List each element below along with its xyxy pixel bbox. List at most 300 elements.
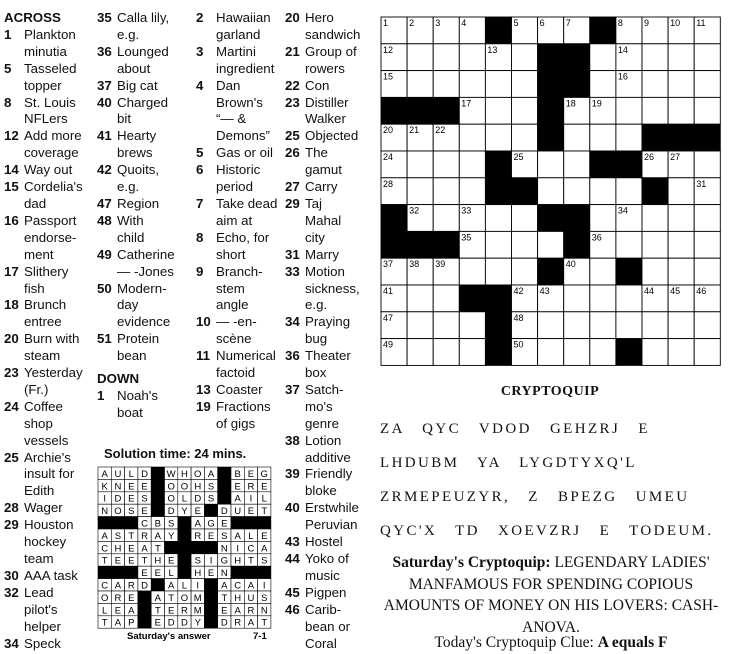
grid-block	[485, 151, 511, 178]
clue-text: bit	[117, 111, 132, 127]
grid-number: 35	[461, 232, 472, 243]
answer-block	[165, 541, 178, 553]
grid-number: 16	[617, 71, 628, 82]
clue-number: 23	[4, 365, 19, 381]
grid-number: 5	[513, 18, 519, 28]
grid-cell[interactable]	[642, 44, 668, 71]
clue-text: Con	[305, 77, 330, 93]
clue-text: — -en-	[216, 314, 257, 330]
answer-letter: E	[221, 605, 228, 617]
clue-text: fish	[24, 280, 45, 296]
answer-letter: E	[234, 481, 241, 493]
clue-48	[97, 213, 192, 247]
grid-cell[interactable]	[459, 151, 485, 178]
grid-cell[interactable]	[459, 178, 485, 205]
answer-letter: E	[194, 506, 201, 518]
grid-cell[interactable]	[459, 44, 485, 71]
grid-cell[interactable]	[512, 231, 538, 258]
grid-number: 50	[513, 339, 524, 350]
clue-text: about	[117, 60, 151, 76]
answer-block	[151, 479, 164, 491]
clue-42	[97, 162, 192, 196]
clue-number: 5	[196, 145, 204, 161]
grid-cell[interactable]	[512, 71, 538, 98]
answer-letter: A	[247, 580, 255, 592]
grid-cell[interactable]	[694, 258, 720, 285]
clue-44	[285, 551, 371, 585]
answer-letter: S	[194, 555, 201, 567]
clue-text: Historic	[216, 162, 261, 178]
answer-letter: L	[181, 580, 188, 592]
grid-cell[interactable]	[668, 205, 694, 232]
grid-cell[interactable]	[433, 151, 459, 178]
grid-number: 8	[617, 18, 623, 28]
answer-block	[125, 517, 138, 529]
clue-text: Quoits,	[117, 162, 160, 178]
answer-letter: C	[141, 518, 148, 530]
clue-number: 13	[196, 381, 211, 397]
clue-text: child	[117, 229, 145, 245]
answer-letter: R	[247, 605, 255, 617]
answer-letter: G	[260, 468, 268, 480]
answer-letter: L	[168, 568, 174, 580]
grid-block	[381, 231, 407, 258]
clue-text: Hero	[305, 10, 334, 25]
clue-text: factoid	[216, 365, 256, 381]
grid-number: 43	[539, 286, 550, 296]
down-clue-list	[196, 10, 282, 433]
clue-text: topper	[24, 77, 62, 93]
grid-cell[interactable]	[485, 124, 511, 151]
clue-number: 43	[285, 534, 300, 550]
answer-letter: O	[180, 481, 189, 493]
grid-cell[interactable]	[616, 178, 642, 205]
grid-cell[interactable]	[642, 97, 668, 124]
clue-text: Taj	[305, 195, 322, 211]
grid-cell[interactable]	[590, 205, 616, 232]
clue-24	[4, 399, 94, 450]
grid-block	[590, 17, 616, 44]
grid-cell[interactable]	[407, 285, 433, 312]
clue-41	[97, 128, 192, 162]
clue-number: 19	[196, 398, 211, 414]
answer-block	[178, 517, 191, 529]
answer-letter: H	[194, 481, 202, 493]
grid-cell[interactable]	[616, 312, 642, 339]
grid-block	[381, 205, 407, 232]
clue-text: Walker	[305, 111, 346, 127]
grid-cell[interactable]	[459, 312, 485, 339]
grid-cell[interactable]	[694, 44, 720, 71]
grid-block	[590, 151, 616, 178]
grid-cell[interactable]	[590, 258, 616, 285]
clue-23	[285, 95, 371, 129]
grid-cell[interactable]	[538, 312, 564, 339]
grid-cell[interactable]	[407, 71, 433, 98]
grid-cell[interactable]	[433, 71, 459, 98]
clue-15	[4, 179, 94, 213]
clue-text: Group of	[305, 43, 357, 59]
grid-block	[512, 178, 538, 205]
grid-number: 33	[461, 205, 472, 216]
answer-block	[98, 566, 111, 578]
clue-18	[4, 297, 94, 331]
answer-caption: Saturday's answer	[127, 631, 211, 643]
grid-cell[interactable]	[590, 285, 616, 312]
clue-text: Objected	[305, 128, 359, 144]
clue-text: Calla lily,	[117, 10, 170, 25]
clue-number: 9	[196, 263, 204, 279]
grid-cell[interactable]	[433, 339, 459, 366]
answer-letter: D	[167, 506, 175, 518]
grid-cell[interactable]	[433, 44, 459, 71]
grid-number: 9	[644, 18, 650, 28]
clue-text: Carry	[305, 179, 338, 195]
clue-47	[97, 196, 192, 213]
grid-number: 22	[435, 125, 446, 136]
grid-cell[interactable]	[564, 178, 590, 205]
grid-cell[interactable]	[433, 205, 459, 232]
clue-text: bloke	[305, 483, 337, 499]
clue-col-2	[97, 10, 192, 422]
grid-number: 30	[644, 178, 655, 189]
grid-cell[interactable]	[694, 71, 720, 98]
grid-cell[interactable]	[694, 231, 720, 258]
grid-cell[interactable]	[616, 231, 642, 258]
clue-text: Erstwhile	[305, 500, 359, 516]
grid-cell[interactable]	[694, 97, 720, 124]
grid-cell[interactable]	[616, 285, 642, 312]
answer-letter: A	[234, 605, 241, 617]
clue-46	[285, 602, 371, 653]
grid-cell[interactable]	[642, 339, 668, 366]
clue-22	[285, 78, 371, 95]
clue-text: Dan	[216, 77, 241, 93]
clue-number: 36	[285, 348, 300, 364]
grid-cell[interactable]	[538, 151, 564, 178]
clue-text: Catherine	[117, 246, 175, 262]
answer-block	[178, 554, 191, 566]
answer-letter: E	[167, 555, 175, 567]
clue-23	[4, 365, 94, 399]
answer-letter: I	[103, 493, 106, 505]
grid-cell[interactable]	[512, 44, 538, 71]
clue-1	[97, 388, 192, 422]
clue-20	[4, 331, 94, 365]
clue-text: e.g.	[117, 26, 140, 42]
grid-cell[interactable]	[564, 124, 590, 151]
clue-number: 29	[285, 195, 300, 211]
grid-cell[interactable]	[485, 97, 511, 124]
clue-11	[196, 348, 282, 382]
clue-number: 37	[97, 77, 112, 93]
clue-number: 32	[4, 584, 19, 600]
grid-cell[interactable]	[616, 97, 642, 124]
clue-38	[285, 433, 371, 467]
grid-number: 25	[513, 152, 524, 162]
grid-cell[interactable]	[485, 71, 511, 98]
clue-number: 41	[97, 128, 112, 144]
clue-text: Echo, for	[216, 229, 270, 245]
clue-number: 38	[285, 432, 300, 448]
clue-number: 34	[285, 314, 300, 330]
clue-text: team	[24, 551, 54, 566]
clue-text: e.g.	[305, 297, 328, 313]
clue-number: 12	[4, 128, 19, 144]
grid-number: 38	[409, 259, 420, 270]
answer-letter: C	[234, 580, 242, 592]
grid-cell[interactable]	[590, 312, 616, 339]
grid-cell[interactable]	[590, 339, 616, 366]
grid-cell[interactable]	[668, 339, 694, 366]
grid-cell[interactable]	[512, 124, 538, 151]
grid-cell[interactable]	[433, 285, 459, 312]
clue-text: Houston	[24, 517, 74, 533]
answer-letter: O	[180, 592, 189, 604]
clue-45	[285, 585, 371, 602]
answer-letter: A	[154, 592, 162, 604]
grid-number: 24	[383, 152, 394, 162]
grid-cell[interactable]	[538, 178, 564, 205]
clue-text: helper	[24, 618, 61, 634]
clue-text: Speck	[24, 635, 61, 651]
clue-number: 39	[285, 466, 300, 482]
grid-cell[interactable]	[694, 312, 720, 339]
grid-number: 13	[487, 44, 498, 55]
clue-number: 20	[4, 331, 19, 347]
grid-cell[interactable]	[512, 205, 538, 232]
grid-block	[407, 97, 433, 124]
clue-text: ingredient	[216, 60, 275, 76]
clue-text: Gas or oil	[216, 145, 273, 161]
answer-block	[151, 579, 164, 591]
answer-letter: S	[207, 493, 215, 505]
cryptoquip-line: ZA QYC VDOD GEHZRJ E	[380, 421, 650, 437]
answer-letter: A	[234, 530, 241, 542]
grid-block	[694, 124, 720, 151]
clue-27	[285, 179, 371, 196]
clue-text: hockey	[24, 534, 67, 550]
answer-letter: A	[247, 617, 255, 629]
previous-cryptoquip-label: Saturday's Cryptoquip:	[392, 554, 551, 571]
answer-letter: A	[101, 468, 108, 480]
clue-text: Coffee	[24, 398, 63, 414]
grid-cell[interactable]	[433, 178, 459, 205]
grid-cell[interactable]	[668, 258, 694, 285]
grid-block	[538, 258, 564, 285]
cryptoquip-clue-label: Today's Cryptoquip Clue:	[434, 634, 594, 651]
clue-28	[4, 500, 94, 517]
grid-cell[interactable]	[538, 231, 564, 258]
grid-block	[642, 124, 668, 151]
answer-letter: M	[193, 592, 202, 604]
previous-answer-grid	[97, 466, 275, 651]
grid-cell[interactable]	[668, 231, 694, 258]
grid-cell[interactable]	[590, 44, 616, 71]
clue-text: brews	[117, 145, 153, 161]
grid-cell[interactable]	[407, 151, 433, 178]
answer-letter: E	[128, 493, 135, 505]
clue-text: aim at	[216, 212, 253, 228]
answer-letter: R	[247, 481, 255, 493]
answer-letter: D	[220, 617, 228, 629]
clue-number: 18	[4, 297, 19, 313]
clue-text: Lounged	[117, 43, 169, 59]
answer-letter: T	[261, 506, 268, 518]
grid-cell[interactable]	[642, 312, 668, 339]
grid-cell[interactable]	[564, 339, 590, 366]
clue-text: Hearty	[117, 128, 157, 144]
answer-letter: L	[181, 493, 188, 505]
grid-number: 3	[435, 18, 441, 28]
answer-letter: A	[261, 543, 268, 555]
grid-cell[interactable]	[590, 124, 616, 151]
answer-letter: T	[141, 555, 148, 567]
clue-number: 7	[196, 195, 204, 211]
answer-block	[204, 504, 217, 516]
answer-letter: A	[101, 530, 108, 542]
answer-letter: H	[234, 555, 242, 567]
grid-block	[459, 285, 485, 312]
grid-cell[interactable]	[668, 97, 694, 124]
grid-cell[interactable]	[407, 312, 433, 339]
clue-text: sickness,	[305, 280, 360, 296]
grid-number: 47	[383, 312, 394, 323]
grid-cell[interactable]	[485, 205, 511, 232]
grid-cell[interactable]	[459, 339, 485, 366]
grid-cell[interactable]	[512, 97, 538, 124]
answer-letter: S	[221, 530, 228, 542]
clue-text: “— &	[216, 111, 247, 127]
grid-cell[interactable]	[694, 339, 720, 366]
answer-letter: C	[101, 580, 109, 592]
grid-cell[interactable]	[564, 151, 590, 178]
clue-text: Passport	[24, 212, 77, 228]
across-heading: ACROSS	[4, 10, 61, 25]
answer-block	[138, 616, 151, 628]
grid-cell[interactable]	[694, 205, 720, 232]
cryptoquip-line: QYC'X TD XOEVZRJ E TODEUM.	[380, 523, 714, 539]
answer-letter: S	[167, 518, 175, 530]
answer-block	[191, 541, 204, 553]
grid-block	[538, 44, 564, 71]
answer-block	[258, 517, 271, 529]
grid-cell[interactable]	[459, 258, 485, 285]
clue-text: dad	[24, 195, 47, 211]
clue-40	[97, 95, 192, 129]
clue-text: period	[216, 179, 253, 195]
answer-letter: A	[221, 580, 228, 592]
answer-letter: E	[128, 555, 135, 567]
grid-cell[interactable]	[485, 258, 511, 285]
clue-text: genre	[305, 415, 340, 431]
grid-cell[interactable]	[538, 339, 564, 366]
previous-cryptoquip	[380, 552, 722, 638]
clue-number: 33	[285, 263, 300, 279]
clue-number: 15	[4, 179, 19, 195]
clue-text: ment	[24, 246, 54, 262]
grid-cell[interactable]	[407, 44, 433, 71]
answer-letter: L	[128, 468, 134, 480]
answer-letter: R	[234, 617, 242, 629]
grid-number: 11	[696, 18, 706, 28]
clue-number: 51	[97, 331, 112, 347]
answer-letter: A	[167, 580, 175, 592]
grid-cell[interactable]	[564, 285, 590, 312]
clue-text: Brunch	[24, 297, 67, 313]
grid-cell[interactable]	[668, 71, 694, 98]
answer-block	[98, 517, 111, 529]
grid-number: 20	[383, 125, 394, 136]
answer-letter: S	[114, 530, 122, 542]
clue-text: Take dead	[216, 195, 278, 211]
grid-cell[interactable]	[564, 312, 590, 339]
answer-block	[218, 479, 231, 491]
grid-cell[interactable]	[642, 258, 668, 285]
grid-cell[interactable]	[668, 178, 694, 205]
across-col-1	[4, 10, 94, 652]
clue-text: Brown's	[216, 94, 263, 110]
answer-letter: R	[194, 530, 202, 542]
grid-cell[interactable]	[616, 124, 642, 151]
answer-letter: N	[260, 605, 268, 617]
grid-cell[interactable]	[668, 44, 694, 71]
grid-cell[interactable]	[668, 312, 694, 339]
answer-block	[204, 616, 217, 628]
answer-letter: E	[221, 518, 228, 530]
grid-cell[interactable]	[512, 258, 538, 285]
previous-cryptoquip-text: LEGENDARY LADIES' MANFAMOUS FOR SPENDING COPIOUS AMOUNTS OF MONEY ON HIS LOVERS: CASH-ANOVA.	[383, 554, 719, 636]
clue-10	[196, 314, 282, 348]
answer-letter: I	[209, 555, 213, 567]
clue-text: Burn with	[24, 331, 80, 347]
grid-cell[interactable]	[459, 124, 485, 151]
clue-50	[97, 281, 192, 332]
grid-cell[interactable]	[433, 312, 459, 339]
clue-text: pilot's	[24, 601, 58, 617]
grid-cell[interactable]	[407, 178, 433, 205]
grid-number: 51	[617, 339, 628, 350]
answer-letter: E	[261, 530, 268, 542]
clue-text: Marry	[305, 246, 339, 262]
clue-text: Fractions	[216, 398, 271, 414]
down-clue-list	[97, 388, 192, 422]
grid-cell[interactable]	[485, 231, 511, 258]
clue-37	[97, 78, 192, 95]
answer-letter: D	[141, 468, 148, 480]
answer-letter: H	[234, 592, 242, 604]
answer-letter: T	[128, 530, 135, 542]
clue-text: city	[305, 229, 325, 245]
grid-cell[interactable]	[459, 71, 485, 98]
grid-block	[564, 44, 590, 71]
answer-letter: I	[262, 580, 266, 592]
grid-cell[interactable]	[590, 71, 616, 98]
grid-cell[interactable]	[694, 151, 720, 178]
grid-cell[interactable]	[642, 71, 668, 98]
answer-block	[138, 591, 151, 603]
answer-block	[125, 566, 138, 578]
grid-block	[407, 231, 433, 258]
grid-cell[interactable]	[407, 339, 433, 366]
answer-letter: U	[234, 506, 242, 518]
grid-cell[interactable]	[642, 231, 668, 258]
grid-cell[interactable]	[590, 178, 616, 205]
across-clue-list	[4, 27, 94, 653]
cryptoquip-clue-text: A equals F	[597, 634, 668, 651]
grid-cell[interactable]	[642, 205, 668, 232]
answer-block	[111, 517, 124, 529]
